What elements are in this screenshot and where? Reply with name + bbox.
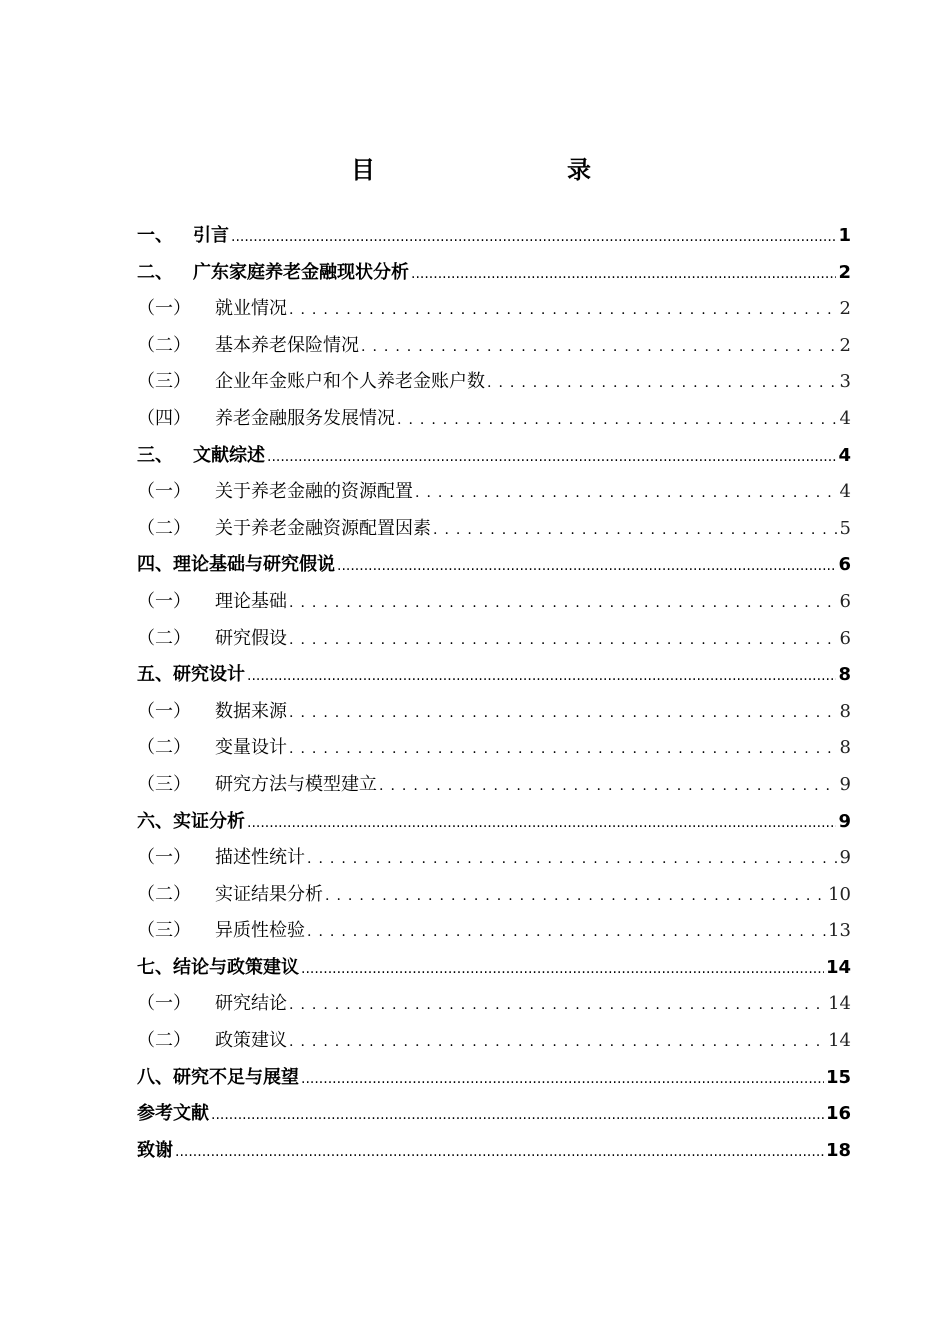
toc-entry-number: （二） <box>137 883 191 905</box>
toc-entry-number: （一） <box>137 700 191 722</box>
toc-entry-number: （一） <box>137 298 191 320</box>
dot-leader <box>211 1096 824 1133</box>
toc-entry-section[interactable] <box>137 328 851 365</box>
toc-entry-chapter[interactable] <box>137 1133 851 1170</box>
toc-page-number: 4 <box>838 444 851 466</box>
toc-page-number: 15 <box>825 1066 851 1088</box>
toc-entry-section[interactable] <box>137 364 851 401</box>
toc-entry-number: （一） <box>137 847 191 869</box>
toc-entry-section[interactable] <box>137 986 851 1023</box>
toc-title: 目 录 <box>351 156 639 184</box>
toc-entry-chapter[interactable] <box>137 255 851 292</box>
toc-entry-number: 四、 <box>137 554 173 576</box>
toc-page-number: 8 <box>838 664 851 686</box>
toc-entry-title: 文献综述 <box>193 444 265 466</box>
dot-leader <box>487 364 838 401</box>
dot-leader <box>415 474 838 511</box>
toc-entry-section[interactable] <box>137 621 851 658</box>
toc-entry-title: 研究设计 <box>173 664 245 686</box>
dot-leader <box>289 1023 826 1060</box>
toc-entry-section[interactable] <box>137 694 851 731</box>
dot-leader <box>247 804 836 841</box>
toc-entry-number: 六、 <box>137 810 173 832</box>
toc-page-number: 18 <box>825 1139 851 1161</box>
dot-leader <box>289 621 838 658</box>
toc-entry-section[interactable] <box>137 877 851 914</box>
dot-leader <box>307 913 826 950</box>
toc-entry-section[interactable] <box>137 291 851 328</box>
toc-page-number: 6 <box>839 590 851 612</box>
toc-page-number: 5 <box>839 517 851 539</box>
toc-page-number: 4 <box>839 481 851 503</box>
dot-leader <box>433 511 838 548</box>
toc-entry-number: （三） <box>137 371 191 393</box>
toc-page-number: 8 <box>839 737 851 759</box>
toc-entry-title: 研究结论 <box>215 993 287 1015</box>
toc-entry-section[interactable] <box>137 584 851 621</box>
toc-entry-title: 异质性检验 <box>215 920 305 942</box>
toc-page-number: 14 <box>828 993 851 1015</box>
toc-entry-number: （四） <box>137 407 191 429</box>
toc-page-number: 2 <box>839 334 851 356</box>
toc-entry-title: 研究不足与展望 <box>173 1066 299 1088</box>
dot-leader <box>337 547 836 584</box>
toc-entry-section[interactable] <box>137 913 851 950</box>
toc-entry-chapter[interactable] <box>137 1096 851 1133</box>
toc-entry-section[interactable] <box>137 1023 851 1060</box>
toc-entry-number: （二） <box>137 627 191 649</box>
toc-entry-title: 政策建议 <box>215 1030 287 1052</box>
toc-entry-title: 致谢 <box>137 1139 173 1161</box>
dot-leader <box>289 291 838 328</box>
dot-leader <box>267 438 836 475</box>
toc-page-number: 10 <box>828 883 851 905</box>
toc-entry-title: 养老金融服务发展情况 <box>215 407 395 429</box>
toc-page-number: 2 <box>839 298 851 320</box>
toc-page-number: 16 <box>825 1103 851 1125</box>
dot-leader <box>325 877 826 914</box>
toc-entry-title: 实证结果分析 <box>215 883 323 905</box>
toc-entry-number: （二） <box>137 1030 191 1052</box>
toc-entry-section[interactable] <box>137 730 851 767</box>
dot-leader <box>231 218 836 255</box>
toc-entry-chapter[interactable] <box>137 547 851 584</box>
toc-entry-title: 研究假设 <box>215 627 287 649</box>
toc-entry-title: 企业年金账户和个人养老金账户数 <box>215 371 485 393</box>
toc-entry-section[interactable] <box>137 474 851 511</box>
dot-leader <box>289 730 838 767</box>
toc-entry-title: 参考文献 <box>137 1103 209 1125</box>
toc-page-number: 9 <box>838 810 851 832</box>
toc-entry-chapter[interactable] <box>137 804 851 841</box>
dot-leader <box>289 584 838 621</box>
toc-page-number: 8 <box>839 700 851 722</box>
toc-page-number: 14 <box>825 956 851 978</box>
toc-entry-title: 描述性统计 <box>215 847 305 869</box>
toc-entry-title: 数据来源 <box>215 700 287 722</box>
toc-entry-section[interactable] <box>137 840 851 877</box>
toc-entry-number: （一） <box>137 993 191 1015</box>
toc-entry-title: 关于养老金融的资源配置 <box>215 481 413 503</box>
dot-leader <box>411 255 836 292</box>
toc-entry-title: 就业情况 <box>215 298 287 320</box>
toc-entry-title: 关于养老金融资源配置因素 <box>215 517 431 539</box>
dot-leader <box>301 950 824 987</box>
toc-entry-number: （三） <box>137 773 191 795</box>
toc-entry-section[interactable] <box>137 511 851 548</box>
dot-leader <box>397 401 838 438</box>
toc-entry-number: 五、 <box>137 664 173 686</box>
toc-entry-number: 三、 <box>137 444 173 466</box>
dot-leader <box>289 986 826 1023</box>
toc-entry-section[interactable] <box>137 767 851 804</box>
toc-entry-number: （三） <box>137 920 191 942</box>
toc-page-number: 1 <box>838 225 851 246</box>
dot-leader <box>247 657 836 694</box>
toc-entry-number: （一） <box>137 590 191 612</box>
toc-entry-title: 变量设计 <box>215 737 287 759</box>
toc-page-number: 6 <box>838 554 851 576</box>
toc-entry-chapter[interactable] <box>137 657 851 694</box>
toc-page-number: 2 <box>838 261 851 283</box>
toc-entry-chapter[interactable] <box>137 1060 851 1097</box>
toc-entry-title: 结论与政策建议 <box>173 956 299 978</box>
toc-entry-title: 基本养老保险情况 <box>215 334 359 356</box>
dot-leader <box>289 694 838 731</box>
toc-entry-title: 研究方法与模型建立 <box>215 773 377 795</box>
toc-entry-title: 理论基础与研究假说 <box>173 554 335 576</box>
toc-entry-number: （一） <box>137 481 191 503</box>
toc-page-number: 6 <box>839 627 851 649</box>
toc-entry-number: 八、 <box>137 1066 173 1088</box>
dot-leader <box>361 328 838 365</box>
toc-entry-number: 七、 <box>137 956 173 978</box>
toc-entry-chapter[interactable] <box>137 950 851 987</box>
dot-leader <box>301 1060 824 1097</box>
toc-page-number: 14 <box>828 1030 851 1052</box>
toc-entry-title: 实证分析 <box>173 810 245 832</box>
toc-entry-title: 广东家庭养老金融现状分析 <box>193 261 409 283</box>
toc-entry-chapter[interactable] <box>137 438 851 475</box>
toc-entry-section[interactable] <box>137 401 851 438</box>
table-of-contents <box>137 218 851 1169</box>
toc-entry-number: （二） <box>137 334 191 356</box>
toc-entry-number: （二） <box>137 737 191 759</box>
dot-leader <box>307 840 838 877</box>
toc-entry-number: （二） <box>137 517 191 539</box>
toc-page-number: 9 <box>839 773 851 795</box>
toc-entry-number: 一、 <box>137 225 173 246</box>
toc-page-number: 13 <box>828 920 851 942</box>
toc-entry-chapter[interactable] <box>137 218 851 255</box>
toc-page-number: 4 <box>839 407 851 429</box>
toc-entry-title: 理论基础 <box>215 590 287 612</box>
dot-leader <box>379 767 838 804</box>
toc-page-number: 3 <box>839 371 851 393</box>
toc-page-number: 9 <box>839 847 851 869</box>
dot-leader <box>175 1133 824 1170</box>
toc-entry-title: 引言 <box>193 225 229 246</box>
toc-entry-number: 二、 <box>137 261 173 283</box>
